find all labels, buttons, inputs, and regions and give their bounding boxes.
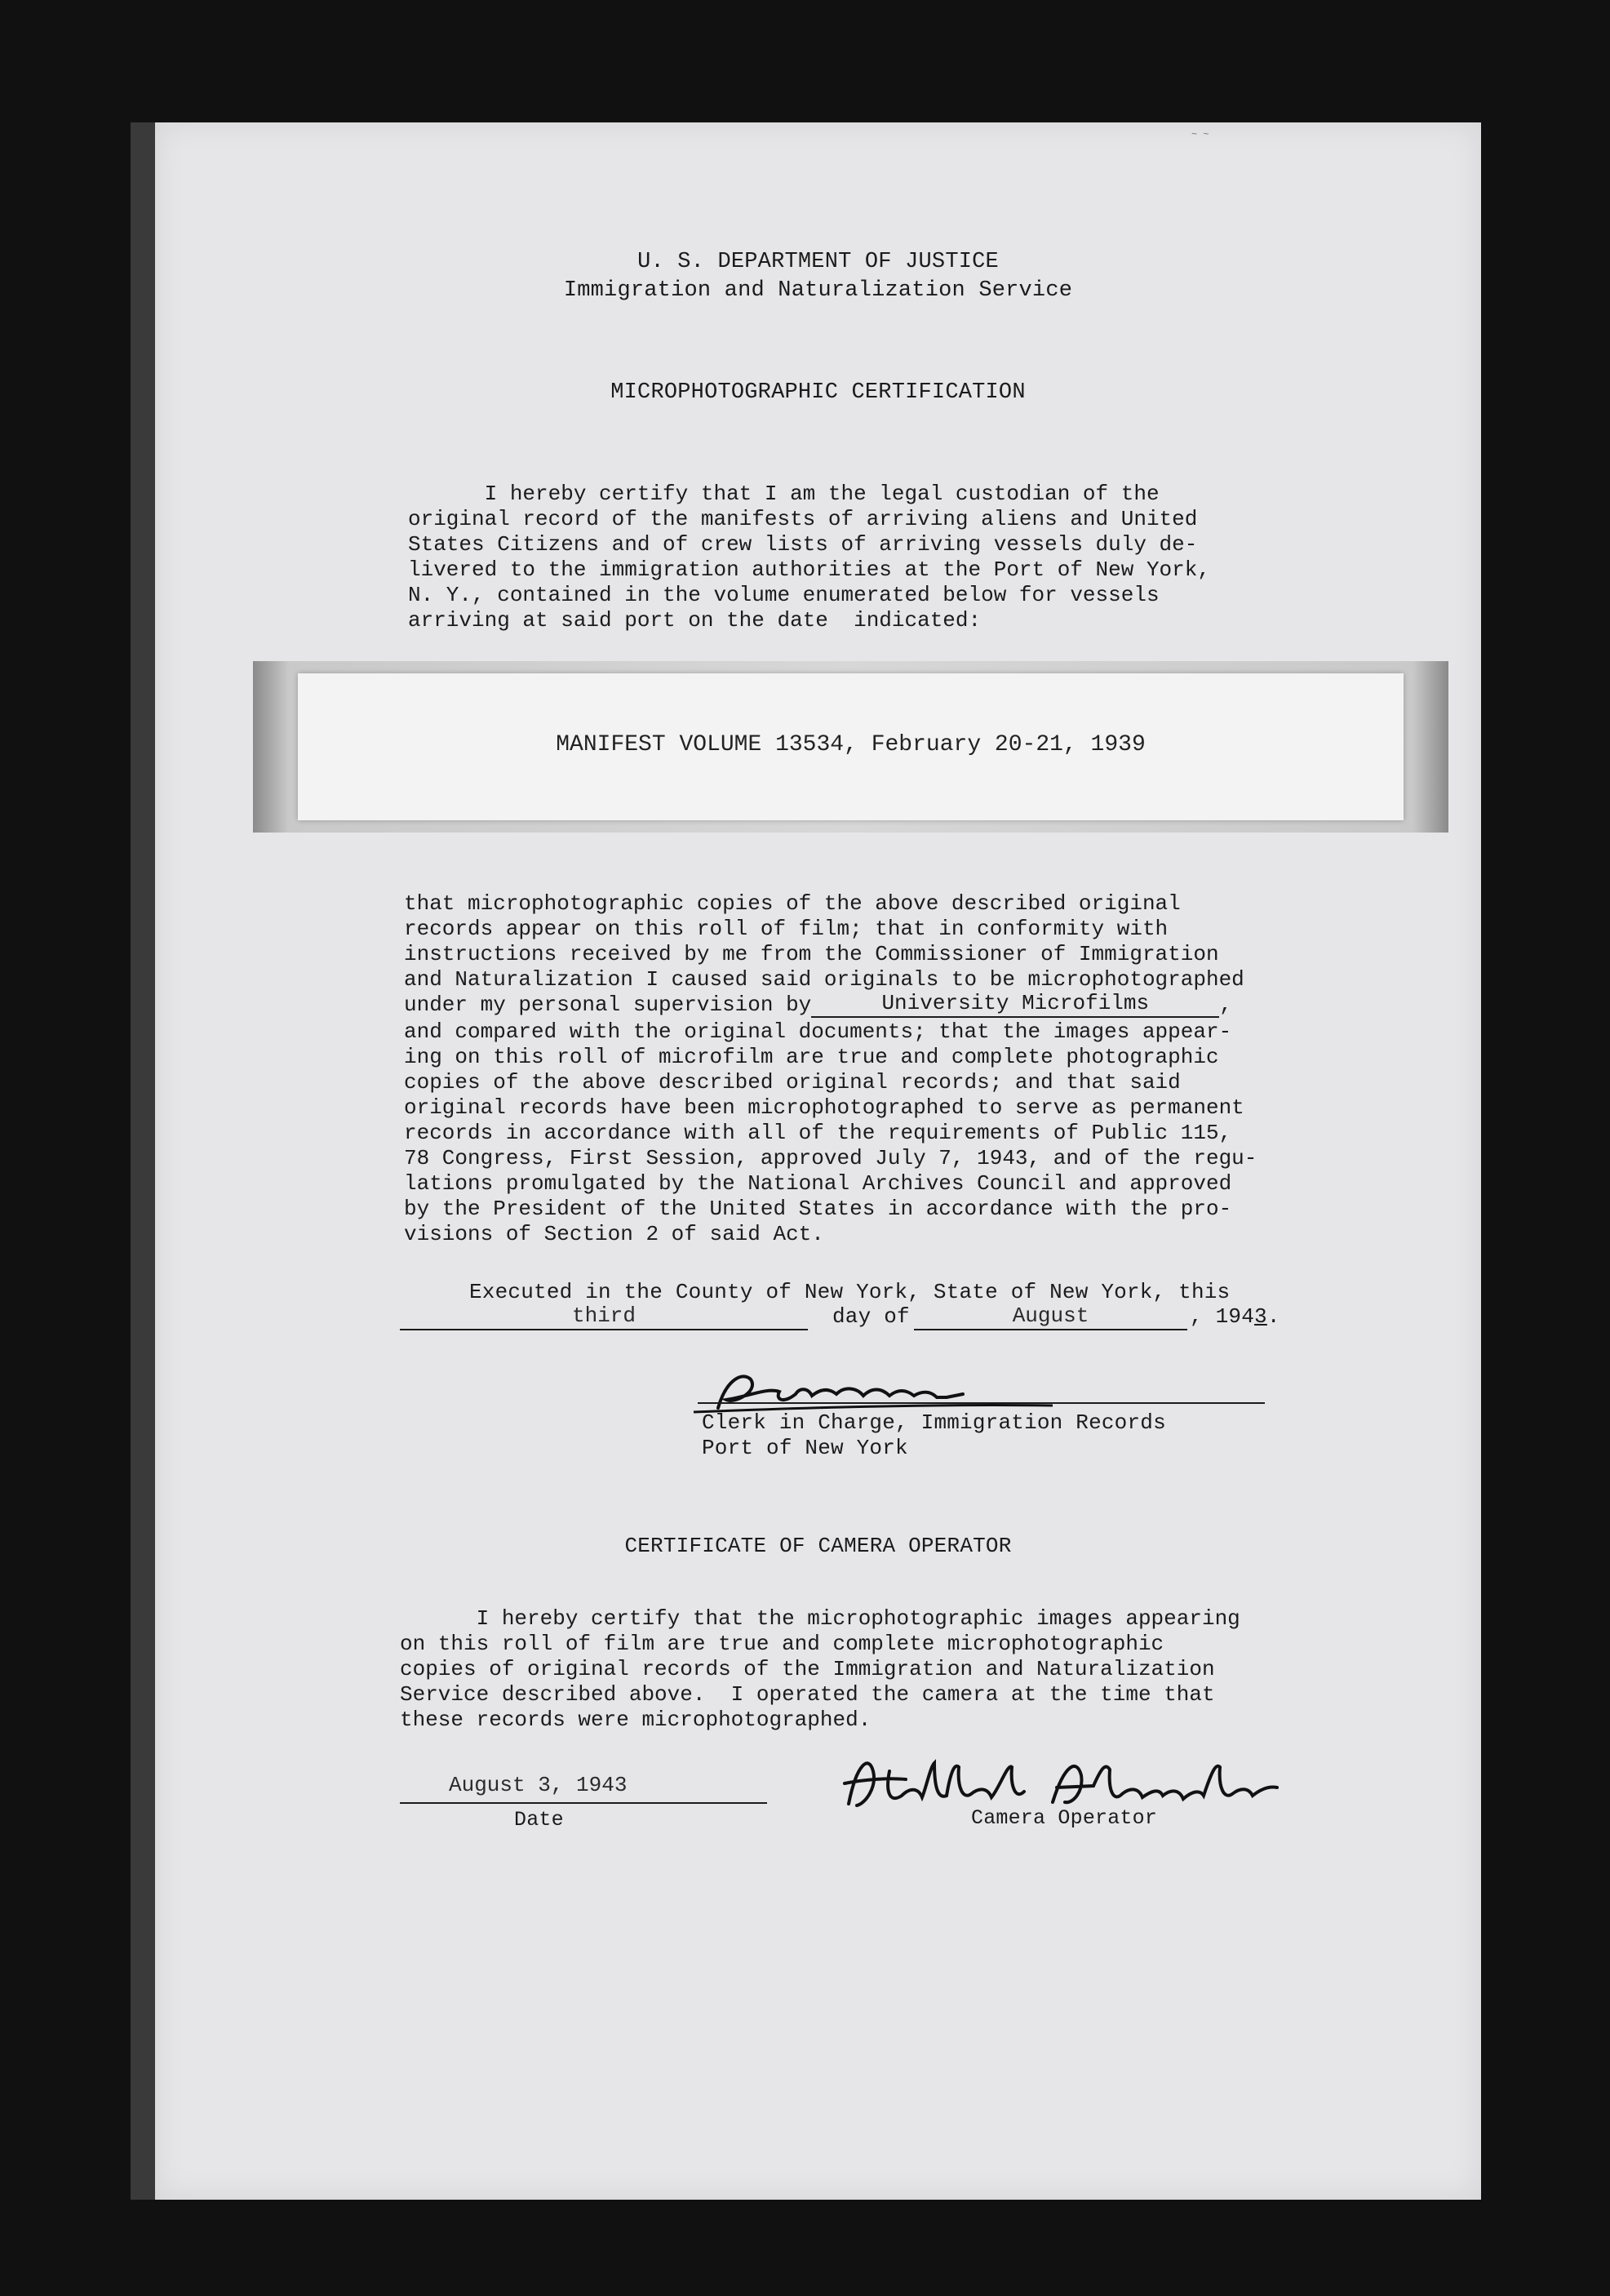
- year-digit: 3: [1254, 1304, 1267, 1329]
- body-line: instructions received by me from the Commissioner of Immigration: [404, 942, 1219, 966]
- microfilm-company-fill: University Microfilms: [811, 991, 1219, 1018]
- clerk-title: Clerk in Charge, Immigration Records: [702, 1410, 1166, 1435]
- date-line: [400, 1802, 767, 1804]
- body-line: and Naturalization I caused said originals to be microphotographed: [404, 967, 1244, 992]
- camera-line: I hereby certify that the microphotographic images appearing: [400, 1606, 1240, 1631]
- day-fill: third: [400, 1303, 808, 1330]
- intro-line: original record of the manifests of arriving aliens and United: [408, 507, 1198, 531]
- day-of-label: day of: [832, 1304, 910, 1329]
- supervision-text: under my personal supervision by: [404, 993, 812, 1017]
- service-heading: Immigration and Naturalization Service: [563, 278, 1073, 303]
- clerk-port: Port of New York: [702, 1436, 908, 1460]
- body-line: by the President of the United States in accordance with the pro-: [404, 1197, 1232, 1221]
- camera-line: Service described above. I operated the camera at the time that: [400, 1682, 1215, 1707]
- corner-mark: ~ ~: [1191, 129, 1209, 140]
- body-line: copies of the above described original records; and that said: [404, 1070, 1181, 1095]
- volume-strip: [298, 673, 1404, 820]
- body-line: records in accordance with all of the requirements of Public 115,: [404, 1121, 1232, 1145]
- body-line: that microphotographic copies of the above described original: [404, 891, 1181, 916]
- intro-line: N. Y., contained in the volume enumerated below for vessels: [408, 583, 1160, 607]
- camera-line: these records were microphotographed.: [400, 1708, 872, 1732]
- body-paragraph: [404, 891, 1257, 1247]
- body-line: records appear on this roll of film; that in conformity with: [404, 917, 1169, 941]
- date-value: August 3, 1943: [449, 1773, 628, 1797]
- camera-paragraph: [400, 1606, 1240, 1733]
- certificate-page: [155, 122, 1481, 2200]
- body-line: lations promulgated by the National Archives Council and approved: [404, 1171, 1232, 1196]
- camera-line: on this roll of film are true and complete microphotographic: [400, 1632, 1164, 1656]
- year-prefix: , 194: [1190, 1304, 1255, 1329]
- document-title: MICROPHOTOGRAPHIC CERTIFICATION: [610, 380, 1026, 405]
- body-line: 78 Congress, First Session, approved July 7, 1943, and of the regu-: [404, 1146, 1257, 1170]
- intro-line: arriving at said port on the date indicated:: [408, 608, 982, 633]
- manifest-volume-label: MANIFEST VOLUME 13534, February 20-21, 1939: [556, 732, 1146, 757]
- month-fill: August: [914, 1303, 1187, 1330]
- intro-paragraph: [408, 482, 1210, 633]
- intro-line: States Citizens and of crew lists of arriving vessels duly de-: [408, 532, 1198, 557]
- intro-line: I hereby certify that I am the legal custodian of the: [408, 482, 1160, 506]
- body-line: visions of Section 2 of said Act.: [404, 1222, 824, 1246]
- date-label: Date: [514, 1808, 564, 1832]
- executed-statement: Executed in the County of New York, State of New York, this: [469, 1280, 1231, 1304]
- camera-operator-label: Camera Operator: [971, 1806, 1158, 1830]
- camera-operator-heading: CERTIFICATE OF CAMERA OPERATOR: [624, 1534, 1012, 1558]
- body-line: original records have been microphotographed to serve as permanent: [404, 1095, 1244, 1120]
- page-edge-shadow: [131, 122, 155, 2200]
- body-line: ing on this roll of microfilm are true and complete photographic: [404, 1045, 1219, 1069]
- year-period: .: [1266, 1304, 1280, 1329]
- clerk-signature-line: [698, 1402, 1265, 1404]
- year-text: [1190, 1303, 1280, 1330]
- body-line: and compared with the original documents; that the images appear-: [404, 1019, 1232, 1044]
- department-heading: U. S. DEPARTMENT OF JUSTICE: [637, 250, 999, 274]
- body-line-with-fill: [404, 993, 1257, 1019]
- camera-line: copies of original records of the Immigration and Naturalization: [400, 1657, 1215, 1681]
- supervision-comma: ,: [1219, 993, 1232, 1017]
- intro-line: livered to the immigration authorities at the Port of New York,: [408, 557, 1210, 582]
